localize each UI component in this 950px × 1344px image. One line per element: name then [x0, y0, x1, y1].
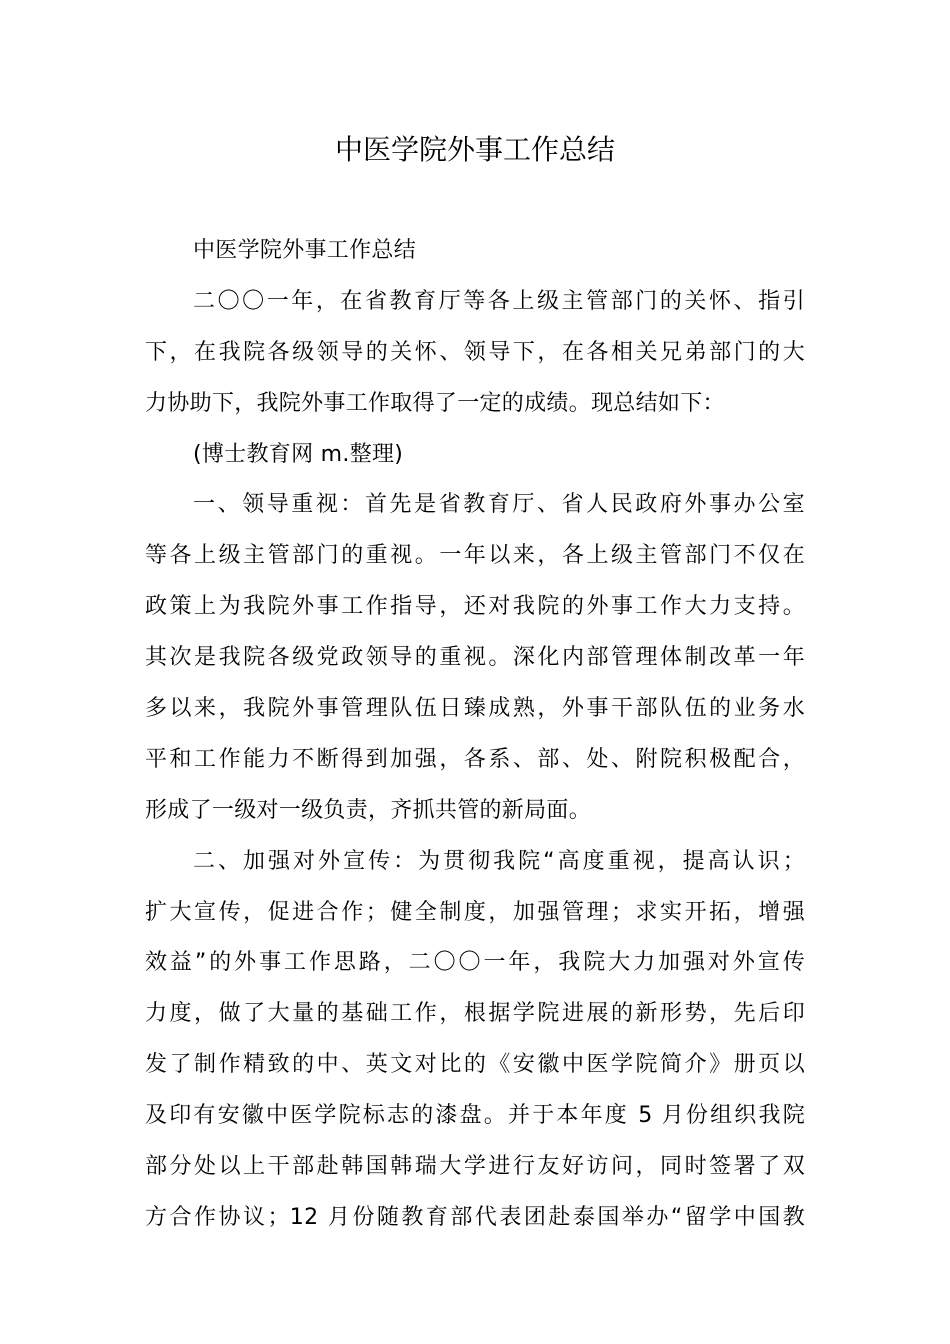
paragraph-line: 部分处以上干部赴韩国韩瑞大学进行友好访问，同时签署了双 — [145, 1154, 805, 1180]
document-body — [145, 226, 805, 1244]
paragraph-line: 平和工作能力不断得到加强，各系、部、处、附院积极配合， — [145, 746, 805, 772]
paragraph-line: 一、领导重视：首先是省教育厅、省人民政府外事办公室 — [193, 492, 805, 518]
paragraph-line: 下，在我院各级领导的关怀、领导下，在各相关兄弟部门的大 — [145, 339, 805, 365]
paragraph-line: 扩大宣传，促进合作；健全制度，加强管理；求实开拓，增强 — [145, 899, 805, 925]
paragraph-line: 其次是我院各级党政领导的重视。深化内部管理体制改革一年 — [145, 645, 805, 671]
paragraph-line: 及印有安徽中医学院标志的漆盘。并于本年度 5 月份组织我院 — [145, 1103, 805, 1129]
paragraph-line: (博士教育网 m.整理) — [193, 441, 404, 467]
document-title: 中医学院外事工作总结 — [334, 133, 615, 166]
paragraph-line: 力协助下，我院外事工作取得了一定的成绩。现总结如下： — [145, 390, 725, 416]
paragraph-line: 政策上为我院外事工作指导，还对我院的外事工作大力支持。 — [145, 594, 805, 620]
paragraph-line: 力度，做了大量的基础工作，根据学院进展的新形势，先后印 — [145, 1001, 805, 1027]
paragraph-line: 形成了一级对一级负责，齐抓共管的新局面。 — [145, 797, 592, 823]
paragraph-line: 中医学院外事工作总结 — [193, 238, 417, 263]
paragraph-line: 发了制作精致的中、英文对比的《安徽中医学院简介》册页以 — [145, 1052, 805, 1078]
paragraph-line: 多以来，我院外事管理队伍日臻成熟，外事干部队伍的业务水 — [145, 696, 805, 722]
paragraph-line: 效益”的外事工作思路，二〇〇一年，我院大力加强对外宣传 — [145, 950, 805, 976]
paragraph-line: 二、加强对外宣传：为贯彻我院“高度重视，提高认识； — [193, 848, 805, 874]
paragraph-line: 方合作协议；12 月份随教育部代表团赴泰国举办“留学中国教 — [145, 1204, 805, 1230]
paragraph-line: 等各上级主管部门的重视。一年以来，各上级主管部门不仅在 — [145, 543, 805, 569]
paragraph-line: 二〇〇一年，在省教育厅等各上级主管部门的关怀、指引 — [193, 288, 805, 314]
